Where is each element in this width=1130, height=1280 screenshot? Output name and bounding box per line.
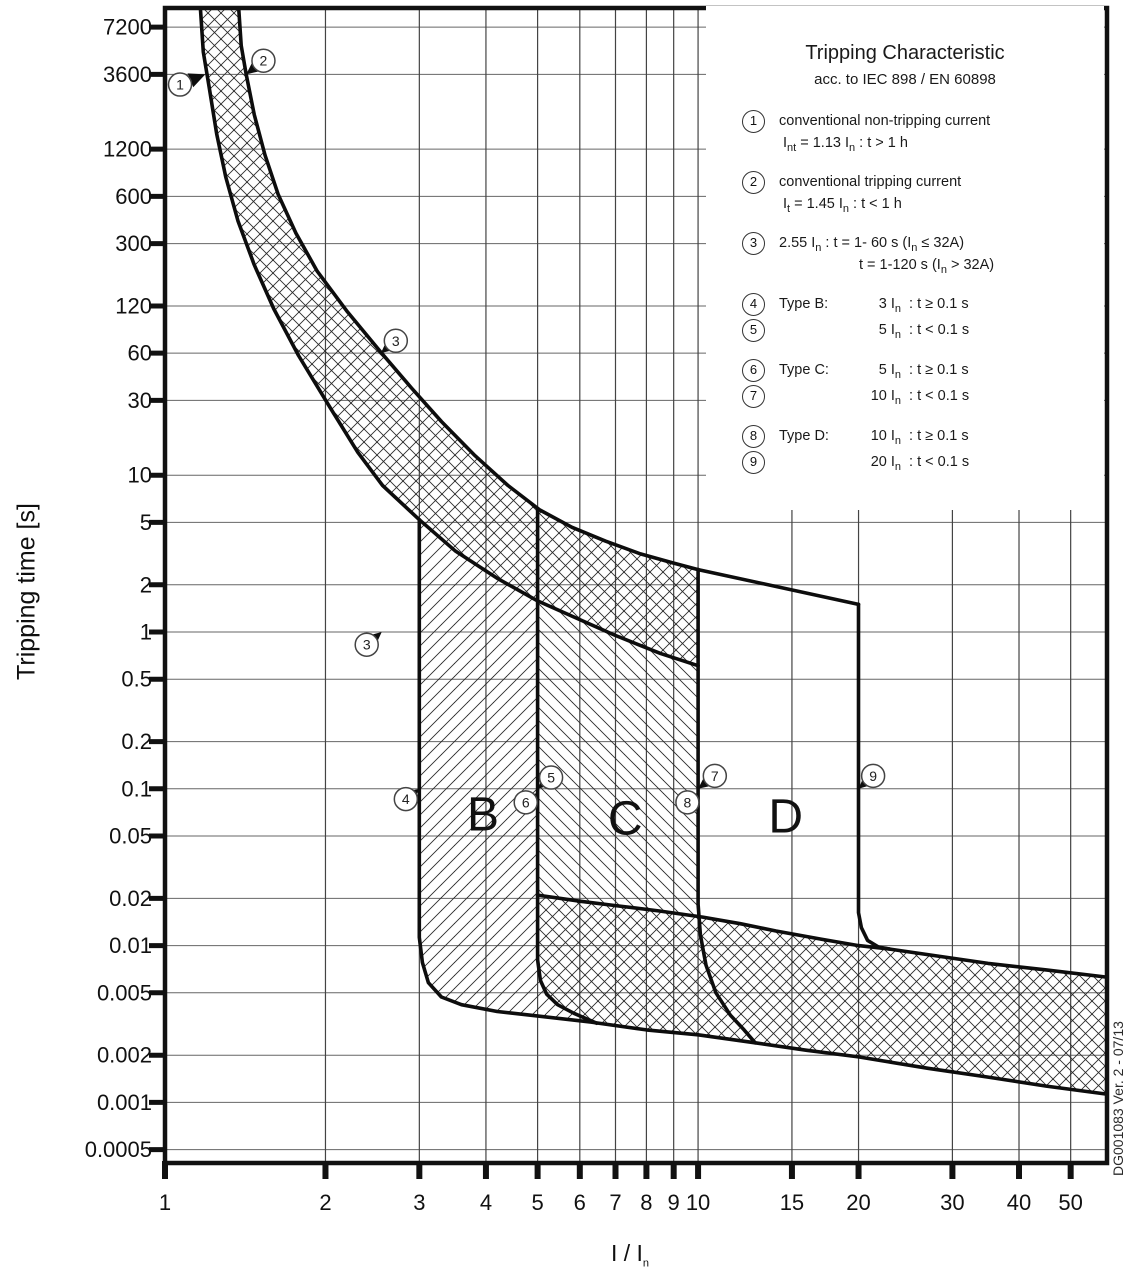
legend-item-number: 8: [742, 425, 765, 448]
marker-number-4: 4: [401, 791, 410, 808]
legend-item-3: [742, 232, 1104, 276]
legend-item-number: 3: [742, 232, 765, 255]
y-tick-label: 1: [139, 619, 152, 645]
x-axis-title: [480, 1240, 780, 1270]
x-tick-label: 30: [940, 1190, 965, 1215]
y-tick-label: 3600: [103, 61, 152, 87]
x-tick-label: 8: [640, 1190, 653, 1215]
y-tick-label: 1200: [103, 136, 152, 162]
legend-item-text: 20 $I_n$ : t < 0.1 s: [870, 454, 970, 473]
y-tick-label: 60: [127, 340, 152, 366]
marker-number-9: 9: [869, 767, 878, 784]
x-tick-label: 2: [319, 1190, 332, 1215]
legend-item-1: [742, 110, 1104, 154]
legend-item-text: conventional tripping current $I_t = 1.45$ $I_n$ : t < 1 h: [779, 174, 962, 215]
region-opening_time_band: [538, 895, 1107, 1094]
legend-item-number: 7: [742, 385, 765, 408]
x-tick-label: 3: [413, 1190, 426, 1215]
x-tick-label: 4: [479, 1190, 493, 1215]
marker-number-7: 7: [710, 767, 719, 784]
legend-item-4: [742, 293, 1104, 316]
legend-item-text: 2.55 $I_n$ : t = 1- 60 s $(I_n \le 32A)$ t = 1-120 s $(I_n > 32A)$: [779, 235, 995, 276]
legend-item-number: 2: [742, 171, 765, 194]
y-tick-label: 10: [127, 462, 152, 488]
x-tick-label: 50: [1058, 1190, 1083, 1215]
y-axis-title: [13, 312, 42, 872]
x-tick-label: 15: [779, 1190, 805, 1215]
legend-item-6: [742, 359, 1104, 382]
legend-item-7: [742, 385, 1104, 408]
legend-item-9: [742, 451, 1104, 474]
y-tick-label: 0.05: [109, 823, 152, 849]
y-axis-title-text: Tripping time [s]: [12, 503, 41, 680]
x-tick-label: 9: [667, 1190, 680, 1215]
document-number: DG001083 Ver. 2 - 07/13: [1110, 1021, 1126, 1176]
y-tick-label: 0.2: [121, 729, 152, 755]
legend-item-8: [742, 425, 1104, 448]
y-tick-label: 0.5: [121, 666, 152, 692]
legend-items: [706, 110, 1104, 474]
y-tick-label: 0.001: [96, 1089, 152, 1115]
legend-item-number: 4: [742, 293, 765, 316]
y-tick-label: 7200: [103, 14, 152, 40]
marker-number-2: 2: [259, 52, 268, 69]
legend: [706, 6, 1104, 510]
y-tick-label: 0.02: [109, 885, 152, 911]
legend-item-number: 9: [742, 451, 765, 474]
x-tick-label: 1: [158, 1190, 172, 1215]
legend-item-number: 5: [742, 319, 765, 342]
region-label-B: B: [467, 788, 500, 842]
x-tick-label: 40: [1006, 1190, 1032, 1215]
y-tick-label: 2: [139, 572, 152, 598]
y-tick-label: 5: [139, 509, 152, 535]
marker-number-6: 6: [521, 794, 530, 811]
marker-number-5: 5: [547, 769, 555, 786]
x-axis-title-text: I / $I_n$: [610, 1240, 650, 1270]
y-tick-label: 0.005: [96, 980, 152, 1006]
legend-item-5: [742, 319, 1104, 342]
x-tick-label: 10: [685, 1190, 711, 1215]
legend-item-2: [742, 171, 1104, 215]
x-tick-label: 5: [531, 1190, 544, 1215]
marker-number-1: 1: [176, 76, 184, 93]
region-label-C: C: [607, 792, 643, 846]
legend-item-number: 6: [742, 359, 765, 382]
legend-item-text: 10 $I_n$ : t < 0.1 s: [870, 388, 970, 407]
y-tick-label: 0.0005: [84, 1137, 152, 1163]
y-tick-label: 120: [115, 293, 152, 319]
y-tick-label: 30: [127, 387, 152, 413]
legend-item-text: Type B: 3 $I_n$ : t ≥ 0.1 s: [779, 296, 969, 315]
legend-title: Tripping Characteristic: [805, 42, 1005, 64]
legend-item-number: 1: [742, 110, 765, 133]
legend-item-text: conventional non-tripping current $I_{nt} = 1.13$ $I_n$ : t > 1 h: [779, 113, 991, 154]
legend-subtitle: acc. to IEC 898 / EN 60898: [814, 71, 996, 88]
x-tick-label: 6: [573, 1190, 586, 1215]
x-tick-label: 7: [609, 1190, 622, 1215]
y-tick-label: 0.01: [109, 933, 152, 959]
marker-number-8: 8: [683, 794, 692, 811]
y-tick-label: 300: [115, 231, 152, 257]
marker-number-3: 3: [391, 332, 400, 349]
y-tick-label: 0.002: [96, 1042, 152, 1068]
region-label-D: D: [768, 790, 804, 844]
y-tick-label: 0.1: [121, 776, 152, 802]
x-tick-label: 20: [846, 1190, 871, 1215]
legend-item-text: 5 $I_n$ : t < 0.1 s: [878, 322, 970, 341]
curve-d_upper_limit_10_to_20: [698, 570, 858, 605]
marker-number-3: 3: [362, 636, 371, 653]
legend-item-text: Type C: 5 $I_n$ : t ≥ 0.1 s: [779, 362, 969, 381]
legend-item-text: Type D: 10 $I_n$ : t ≥ 0.1 s: [779, 428, 969, 447]
y-tick-label: 600: [115, 183, 152, 209]
